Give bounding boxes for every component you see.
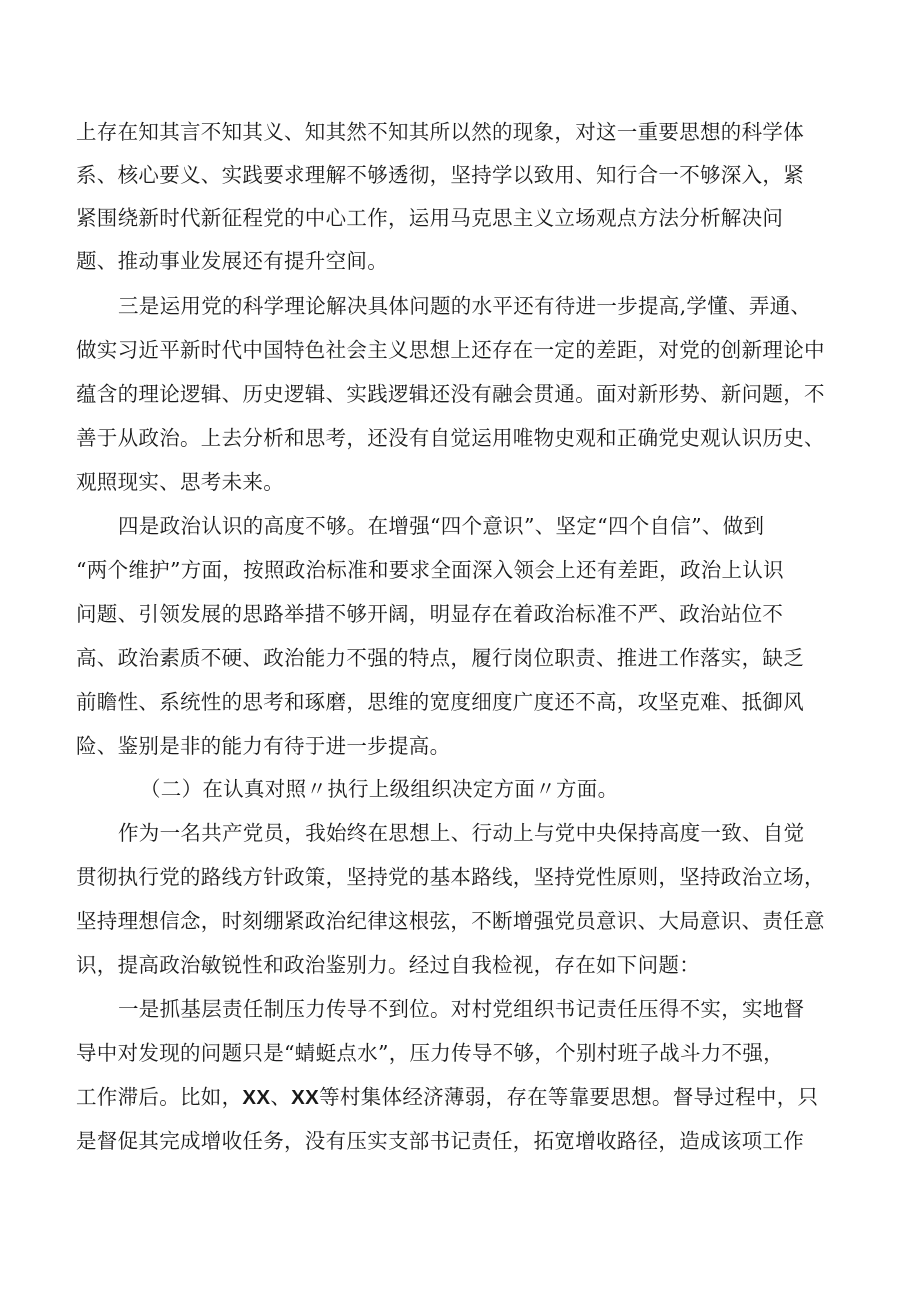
text-line: 贯彻执行党的路线方针政策，坚持党的基本路线，坚持党性原则，坚持政治立场， [76, 865, 825, 889]
text-line: 是督促其完成增收任务，没有压实支部书记责任，拓宽增收路径，造成该项工作 [76, 1129, 804, 1153]
text-line: 导中对发现的问题只是“蜻蜓点水”，压力传导不够，个别村班子战斗力不强， [76, 1041, 784, 1065]
section-heading: （二）在认真对照〃执行上级组织决定方面〃方面。 [140, 777, 619, 801]
text-line: 题、推动事业发展还有提升空间。 [76, 249, 388, 273]
text-segment: 工作滞后。比如， [76, 1085, 243, 1109]
text-line: 三是运用党的科学理论解决具体问题的水平还有待进一步提高,学懂、弄通、 [118, 294, 812, 318]
text-line: 高、政治素质不硬、政治能力不强的特点，履行岗位职责、推进工作落实，缺乏 [76, 646, 804, 670]
text-line [76, 1082, 818, 1113]
text-line: 做实习近平新时代中国特色社会主义思想上还存在一定的差距，对党的创新理论中 [76, 338, 825, 362]
text-line: 识，提高政治敏锐性和政治鉴别力。经过自我检视，存在如下问题： [76, 953, 700, 977]
text-line: 观照现实、思考未来。 [76, 470, 284, 494]
placeholder-code: XX [291, 1086, 320, 1109]
text-line: 前瞻性、系统性的思考和琢磨，思维的宽度细度广度还不高，攻坚克难、抵御风 [76, 690, 804, 714]
text-line: 系、核心要义、实践要求理解不够透彻，坚持学以致用、知行合一不够深入，紧 [76, 163, 804, 187]
text-segment: 、 [270, 1085, 292, 1109]
text-line: 善于从政治。上去分析和思考，还没有自觉运用唯物史观和正确党史观认识历史、 [76, 426, 825, 450]
text-line: 问题、引领发展的思路举措不够开阔，明显存在着政治标准不严、政治站位不 [76, 602, 784, 626]
text-line: 作为一名共产党员，我始终在思想上、行动上与党中央保持高度一致、自觉 [118, 821, 805, 845]
text-line: 坚持理想信念，时刻绷紧政治纪律这根弦，不断增强党员意识、大局意识、责任意 [76, 909, 825, 933]
placeholder-code: XX [242, 1086, 271, 1109]
text-line: 一是抓基层责任制压力传导不到位。对村党组织书记责任压得不实，实地督 [118, 997, 805, 1021]
text-line: 上存在知其言不知其义、知其然不知其所以然的现象，对这一重要思想的科学体 [76, 120, 804, 144]
text-line: 蕴含的理论逻辑、历史逻辑、实践逻辑还没有融会贯通。面对新形势、新问题，不 [76, 382, 825, 406]
text-line: 四是政治认识的高度不够。在增强“四个意识”、坚定“四个自信”、做到 [118, 514, 765, 538]
text-line: 险、鉴别是非的能力有待于进一步提高。 [76, 734, 451, 758]
text-line: 紧围绕新时代新征程党的中心工作，运用马克思主义立场观点方法分析解决问 [76, 206, 784, 230]
text-segment: 等村集体经济薄弱，存在等靠要思想。督导过程中，只 [319, 1085, 819, 1109]
text-line: “两个维护”方面，按照政治标准和要求全面深入领会上还有差距，政治上认识 [76, 558, 784, 582]
